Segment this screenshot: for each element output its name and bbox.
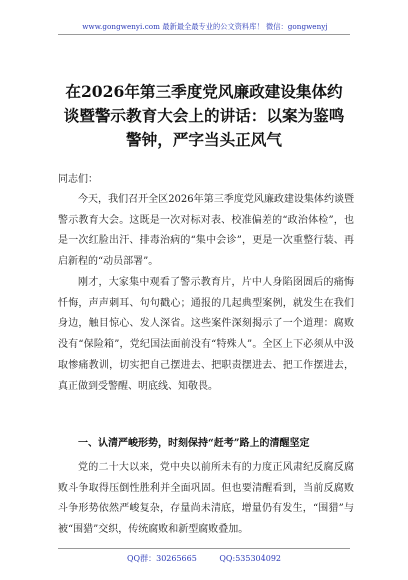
title-line-3: 警钟，严字当头正风气 bbox=[126, 130, 282, 149]
header-banner: www.gongwenyi.com 最新最全最专业的公文资料库！ 微信：gongwenyj bbox=[82, 22, 328, 31]
section-heading: 一、认清严峻形势，时刻保持“赶考”路上的清醒坚定 bbox=[78, 438, 310, 449]
paragraph-3: 党的二十大以来，党中央以前所未有的力度正风肃纪反腐反腐败斗争取得压倒性胜利并全面巩固。但也要清醒看到，当前反腐败斗争形势依然严峻复杂，存量尚未清底，增量仍有发生，“围猎”与被“围猎”交织，传统腐败和新型腐败叠加。 bbox=[58, 462, 354, 536]
footer-qq: QQ:535304092 bbox=[219, 554, 281, 563]
paragraph-1: 今天，我们召开全区2026年第三季度党风廉政建设集体约谈暨警示教育大会。这既是一次对标对表、校准偏差的“政治体检”，也是一次红脸出汗、排毒治病的“集中会诊”，更是一次重整行装、再启新程的“动员部署”。 bbox=[58, 194, 354, 268]
document-title bbox=[58, 80, 350, 152]
paragraph-2: 刚才，大家集中观看了警示教育片，片中人身陷囹圄后的痛悔忏悔，声声刺耳、句句戳心；通报的几起典型案例，就发生在我们身边，触目惊心、发人深省。这些案件深刻揭示了一个道理：腐败没有“保险箱”，党纪国法面前没有“特殊人”。全区上下必须从中汲取惨痛教训，切实把自己摆进去、把职责摆进去、把工作摆进去，真正做到受警醒、明底线、知敬畏。 bbox=[58, 277, 354, 392]
greeting: 同志们： bbox=[58, 174, 98, 185]
header-divider bbox=[58, 34, 350, 35]
footer bbox=[0, 553, 408, 564]
title-line-1: 在2026年第三季度党风廉政建设集体约 bbox=[65, 82, 343, 101]
footer-divider bbox=[58, 548, 350, 549]
title-line-2: 谈暨警示教育大会上的讲话：以案为鉴鸣 bbox=[63, 106, 345, 125]
footer-qq-group: QQ群：30265665 bbox=[126, 554, 197, 563]
